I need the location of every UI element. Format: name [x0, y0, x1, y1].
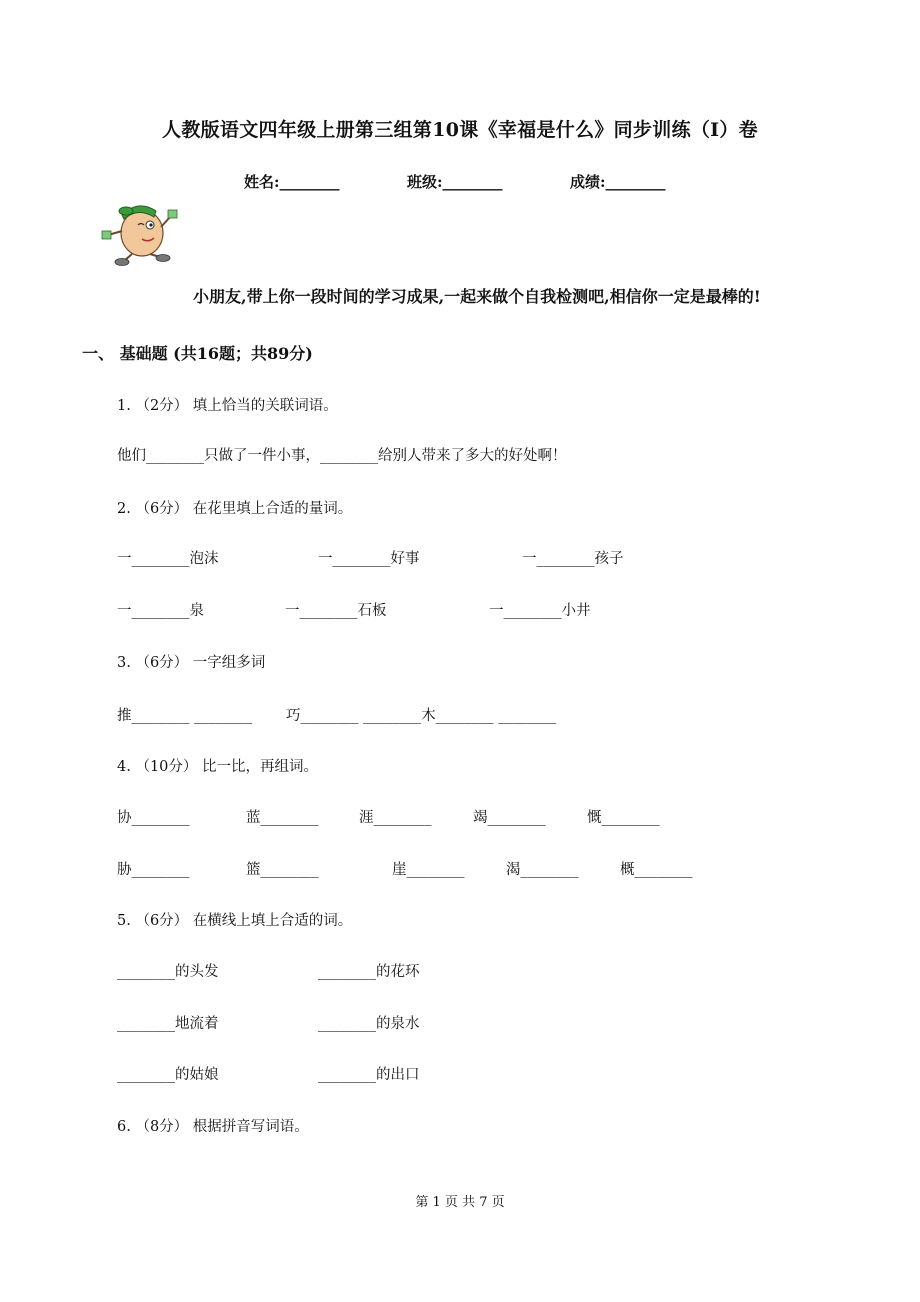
question-5-item: ________的泉水 [318, 1016, 420, 1032]
question-1-heading: 1. （2分） 填上恰当的关联词语。 [117, 398, 338, 414]
question-4-heading: 4. （10分） 比一比，再组词。 [117, 759, 319, 775]
question-5-item: ________的出口 [318, 1067, 420, 1083]
question-2-item: 一________泉 [117, 603, 204, 619]
intro-text: 小朋友,带上你一段时间的学习成果,一起来做个自我检测吧,相信你一定是最棒的! [193, 287, 761, 306]
class-field: 班级:________ [407, 173, 503, 191]
question-2-item: 一________小井 [489, 603, 591, 619]
question-2-item: 一________石板 [285, 603, 387, 619]
question-4-item: 涯________ [359, 810, 432, 826]
mascot-illustration [98, 197, 180, 267]
page-footer: 第 1 页 共 7 页 [415, 1195, 505, 1210]
question-5-item: ________的头发 [117, 964, 219, 980]
score-field: 成绩:________ [570, 173, 666, 191]
question-2-item: 一________孩子 [522, 551, 624, 567]
question-4-item: 概________ [620, 862, 693, 878]
question-4-item: 协________ [117, 810, 190, 826]
question-4-item: 篮________ [246, 862, 319, 878]
question-3-item: 推________ ________ [117, 708, 253, 724]
question-4-item: 胁________ [117, 862, 190, 878]
question-5-heading: 5. （6分） 在横线上填上合适的词。 [117, 913, 353, 929]
question-4-item: 竭________ [473, 810, 546, 826]
question-3-heading: 3. （6分） 一字组多词 [117, 655, 266, 671]
question-5-item: ________的姑娘 [117, 1067, 219, 1083]
question-4-item: 蓝________ [246, 810, 319, 826]
question-4-item: 慨________ [587, 810, 660, 826]
question-4-item: 崖________ [392, 862, 465, 878]
question-2-item: 一________好事 [318, 551, 420, 567]
question-3-item: 巧________ ________木________ ________ [286, 708, 557, 724]
name-field: 姓名:________ [244, 173, 340, 191]
question-5-item: ________地流着 [117, 1016, 219, 1032]
section-heading: 一、 基础题 (共16题；共89分) [82, 344, 313, 363]
question-1-line: 他们________只做了一件小事，________给别人带来了多大的好处啊！ [117, 448, 567, 464]
page-title: 人教版语文四年级上册第三组第10课《幸福是什么》同步训练（I）卷 [162, 119, 758, 141]
question-6-heading: 6. （8分） 根据拼音写词语。 [117, 1119, 309, 1135]
question-4-item: 渴________ [506, 862, 579, 878]
question-2-item: 一________泡沫 [117, 551, 219, 567]
question-5-item: ________的花环 [318, 964, 420, 980]
question-2-heading: 2. （6分） 在花里填上合适的量词。 [117, 501, 353, 517]
